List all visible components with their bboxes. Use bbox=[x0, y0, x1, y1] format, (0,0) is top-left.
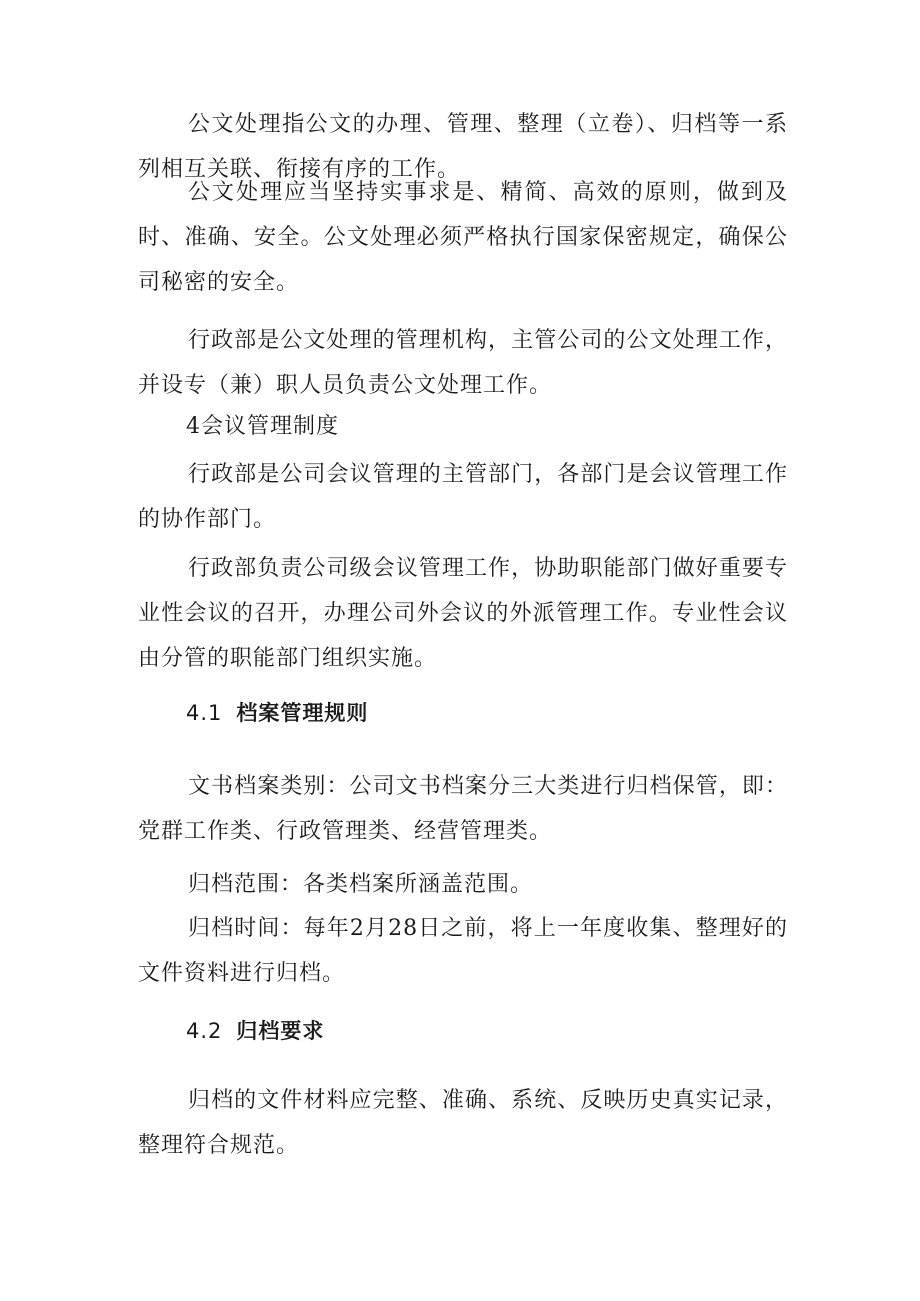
section-heading-meeting-management: 4会议管理制度 bbox=[186, 414, 339, 439]
section-heading-archive-rules bbox=[186, 698, 368, 728]
paragraph-archive-categories: 文书档案类别：公司文书档案分三大类进行归档保管，即：党群工作类、行政管理类、经营管理类。 bbox=[138, 774, 788, 844]
paragraph-document-handling-principles: 公文处理应当坚持实事求是、精简、高效的原则，做到及时、准确、安全。公文处理必须严格执行国家保密规定，确保公司秘密的安全。 bbox=[138, 180, 788, 295]
section-number: 4.1 bbox=[186, 701, 223, 725]
paragraph-admin-department-role: 行政部是公文处理的管理机构，主管公司的公文处理工作，并设专（兼）职人员负责公文处理工作。 bbox=[138, 328, 788, 398]
paragraph-archive-time: 归档时间：每年2月28日之前，将上一年度收集、整理好的文件资料进行归档。 bbox=[138, 916, 788, 986]
paragraph-archive-scope: 归档范围：各类档案所涵盖范围。 bbox=[188, 872, 534, 897]
paragraph-document-handling-definition: 公文处理指公文的办理、管理、整理（立卷）、归档等一系列相互关联、衔接有序的工作。 bbox=[138, 112, 788, 182]
section-title: 档案管理规则 bbox=[236, 701, 369, 725]
section-number: 4.2 bbox=[186, 1019, 223, 1043]
paragraph-meeting-responsibility: 行政部负责公司级会议管理工作，协助职能部门做好重要专业性会议的召开，办理公司外会议的外派管理工作。专业性会议由分管的职能部门组织实施。 bbox=[138, 556, 788, 671]
section-title: 归档要求 bbox=[236, 1019, 325, 1043]
section-heading-archive-requirements bbox=[186, 1016, 324, 1046]
paragraph-archive-requirements: 归档的文件材料应完整、准确、系统、反映历史真实记录，整理符合规范。 bbox=[138, 1088, 788, 1158]
paragraph-meeting-department: 行政部是公司会议管理的主管部门，各部门是会议管理工作的协作部门。 bbox=[138, 462, 788, 532]
